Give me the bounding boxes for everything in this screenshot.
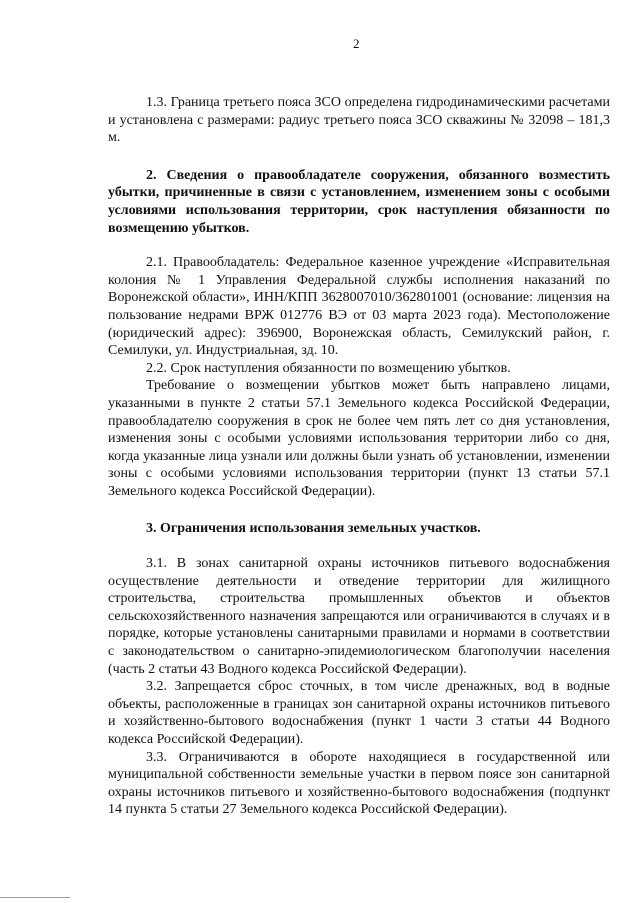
page-number: 2 [353, 36, 360, 51]
section-3-heading: 3. Ограничения использования земельных участков. [146, 521, 481, 537]
paragraph-1-3: 1.3. Граница третьего пояса ЗСО определена гидродинамическими расчетами и установлена с размерами: радиус третьего пояса ЗСО скважины № 32098 – 181,3 м. [108, 95, 610, 146]
document-body [108, 94, 610, 819]
paragraph-2-2-body: Требование о возмещении убытков может быть направлено лицами, указанными в пункте 2 статьи 57.1 Земельного кодекса Российской Федерации, правообладателю сооружения в срок не более чем пять лет со дня установления, изменения зоны с особыми условиями использования территории либо со дня, когда указанные лица узнали или должны были узнать об установлении, изменении зоны с особыми условиями использования территории (пункт 13 статьи 57.1 Земельного кодекса Российской Федерации). [108, 378, 610, 499]
bottom-rule [0, 897, 70, 898]
paragraph-2-2: 2.2. Срок наступления обязанности по возмещению убытков. [146, 360, 511, 376]
paragraph-2-1: 2.1. Правообладатель: Федеральное казенное учреждение «Исправительная колония № 1 Управления Федеральной службы исполнения наказаний по Воронежской области», ИНН/КПП 3628007010/362801001 (основание: лицензия на пользование недрами ВРЖ 012776 ВЭ от 03 марта 2023 года). Местоположение (юридический адрес): 396900, Воронежская область, Семилукский район, г. Семилуки, ул. Индустриальная, зд. 10. [108, 255, 610, 359]
section-2-heading: 2. Сведения о правообладателе сооружения, обязанного возместить убытки, причиненные в связи с установлением, изменением зоны с особыми условиями использования территории, срок наступления обязанности по возмещению убытков. [108, 167, 610, 236]
paragraph-3-2: 3.2. Запрещается сброс сточных, в том числе дренажных, вод в водные объекты, расположенные в границах зон санитарной охраны источников питьевого и хозяйственно-бытового водоснабжения (пункт 1 части 3 статьи 44 Водного кодекса Российской Федерации). [108, 679, 610, 747]
paragraph-3-1: 3.1. В зонах санитарной охраны источников питьевого водоснабжения осуществление деятельности и отведение территории для жилищного строительства, строительства промышленных объектов и объектов сельскохозяйственного назначения запрещаются или ограничиваются в случаях и в порядке, которые установлены санитарными правилами и нормами в соответствии с законодательством о санитарно-эпидемиологическом благополучии населения (часть 2 статьи 43 Водного кодекса Российской Федерации). [108, 556, 610, 677]
paragraph-3-3: 3.3. Ограничиваются в обороте находящиеся в государственной или муниципальной собственности земельные участки в первом поясе зон санитарной охраны источников питьевого и хозяйственно-бытового водоснабжения (подпункт 14 пункта 5 статьи 27 Земельного кодекса Российской Федерации). [108, 749, 610, 818]
